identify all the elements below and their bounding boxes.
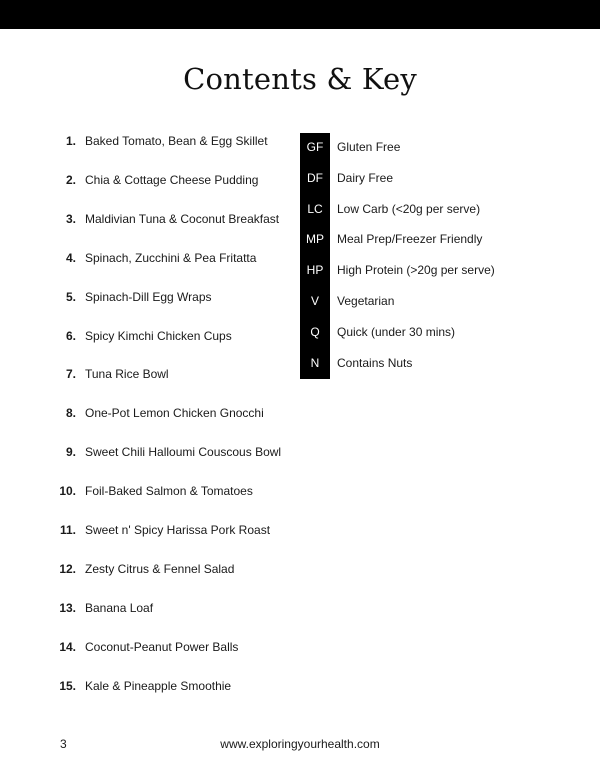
item-number: 2. (65, 173, 76, 187)
item-number: 9. (65, 445, 76, 459)
item-number: 6. (65, 329, 76, 343)
recipe-title: One-Pot Lemon Chicken Gnocchi (85, 406, 264, 420)
key-label: Contains Nuts (337, 356, 413, 370)
recipe-title: Sweet Chili Halloumi Couscous Bowl (85, 445, 282, 459)
item-number: 14. (59, 640, 76, 654)
website-url: www.exploringyourhealth.com (220, 737, 380, 751)
recipe-title: Spinach-Dill Egg Wraps (85, 290, 212, 304)
recipe-title: Sweet n' Spicy Harissa Pork Roast (85, 523, 271, 537)
item-number: 13. (59, 601, 76, 615)
recipe-title: Coconut-Peanut Power Balls (85, 640, 239, 654)
key-badge: Q (300, 319, 330, 345)
key-label: Low Carb (<20g per serve) (337, 202, 481, 216)
item-number: 3. (65, 212, 76, 226)
key-label: Quick (under 30 mins) (337, 325, 456, 339)
recipe-title: Baked Tomato, Bean & Egg Skillet (85, 134, 268, 148)
recipe-title: Spicy Kimchi Chicken Cups (85, 329, 232, 343)
recipe-title: Maldivian Tuna & Coconut Breakfast (85, 212, 280, 226)
item-number: 11. (59, 523, 76, 537)
key-label: Vegetarian (337, 294, 395, 308)
recipe-title: Tuna Rice Bowl (85, 367, 169, 381)
key-label: Dairy Free (337, 171, 394, 185)
item-number: 1. (65, 134, 76, 148)
page-number: 3 (60, 737, 67, 751)
item-number: 12. (59, 562, 76, 576)
item-number: 15. (59, 679, 76, 693)
recipe-title: Spinach, Zucchini & Pea Fritatta (85, 251, 257, 265)
page-title: Contents & Key (183, 62, 417, 96)
key-badge: DF (300, 165, 330, 191)
item-number: 4. (65, 251, 76, 265)
header-bar (0, 0, 600, 29)
recipe-title: Banana Loaf (85, 601, 154, 615)
recipe-title: Chia & Cottage Cheese Pudding (85, 173, 259, 187)
key-badge: LC (300, 196, 330, 222)
recipe-title: Foil-Baked Salmon & Tomatoes (85, 484, 253, 498)
key-badge: GF (300, 134, 330, 160)
item-number: 10. (59, 484, 76, 498)
item-number: 7. (65, 367, 76, 381)
key-label: Gluten Free (337, 140, 401, 154)
item-number: 8. (65, 406, 76, 420)
key-badge: HP (300, 257, 330, 283)
item-number: 5. (65, 290, 76, 304)
key-badge: MP (300, 226, 330, 252)
key-label: Meal Prep/Freezer Friendly (337, 232, 483, 246)
recipe-title: Kale & Pineapple Smoothie (85, 679, 232, 693)
recipe-title: Zesty Citrus & Fennel Salad (85, 562, 235, 576)
key-badge: V (300, 288, 330, 314)
key-badge: N (300, 350, 330, 376)
key-label: High Protein (>20g per serve) (337, 263, 495, 277)
